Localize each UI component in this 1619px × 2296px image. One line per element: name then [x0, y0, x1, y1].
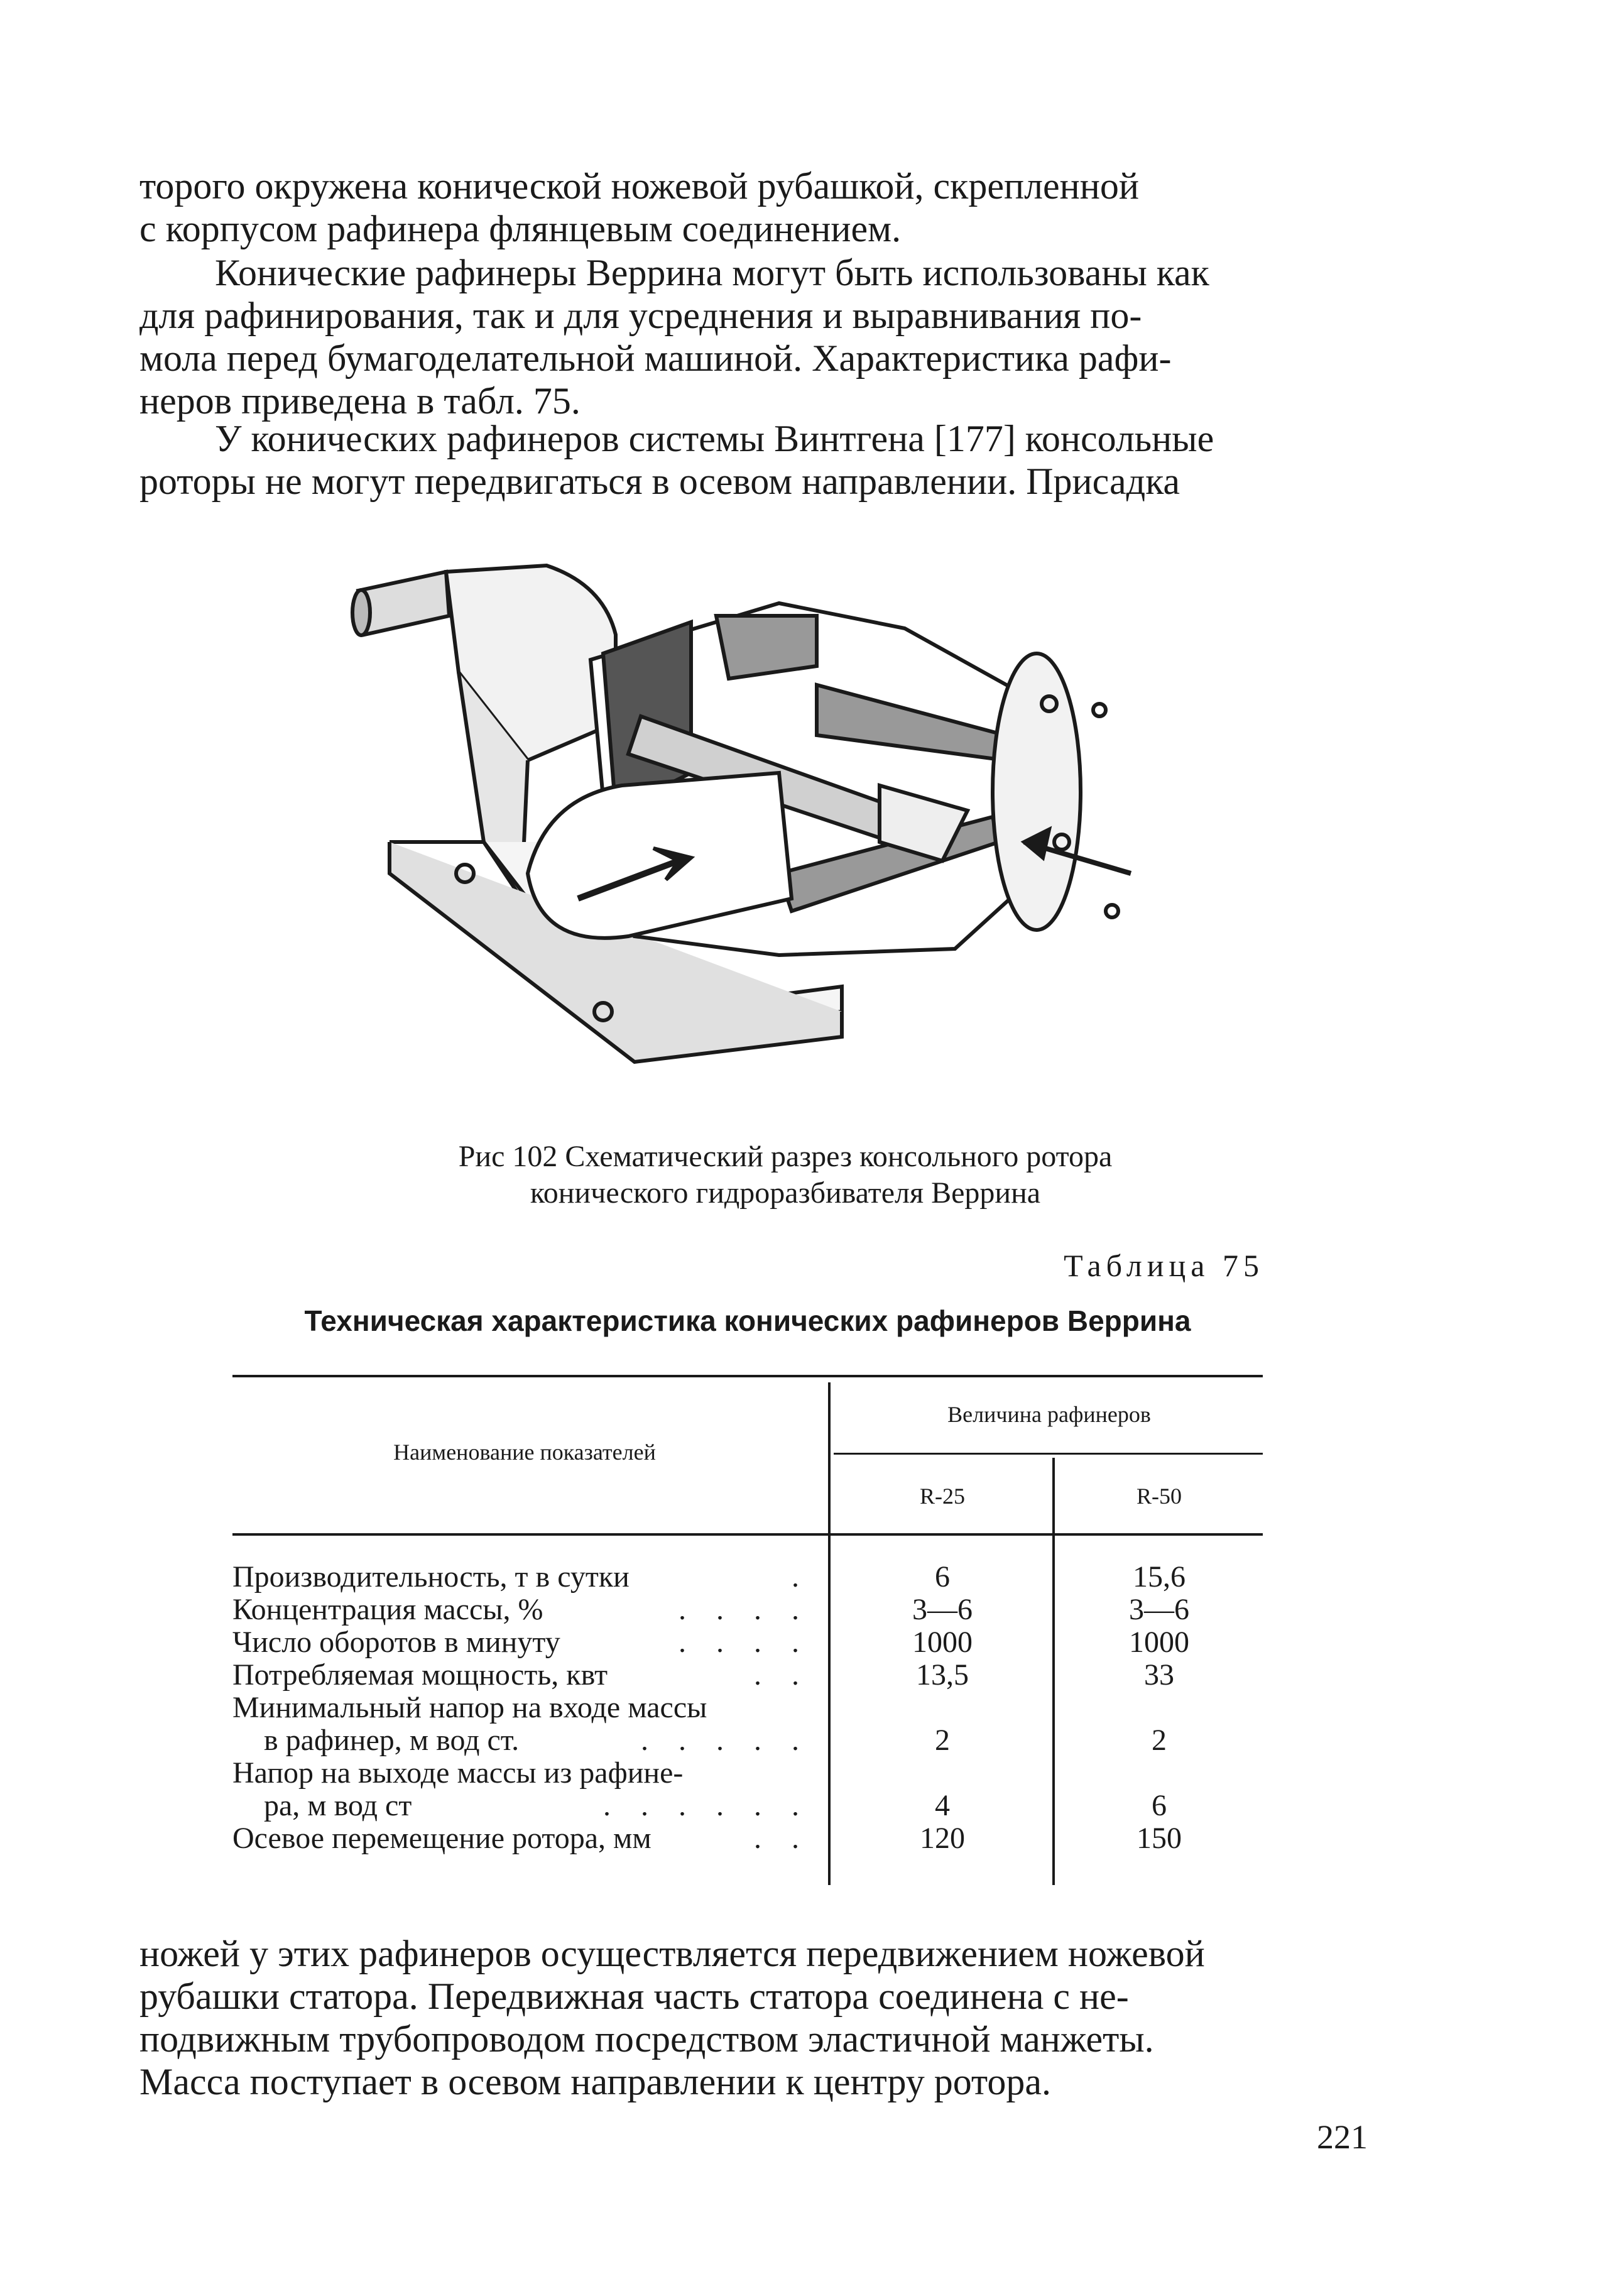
figure-caption	[314, 1139, 1256, 1211]
text-line: рубашки статора. Передвижная часть статора соединена с не-	[139, 1976, 1129, 2017]
text-line: Конические рафинеры Веррина могут быть использованы как	[215, 252, 1209, 293]
cell-r50: 150	[1137, 1822, 1182, 1855]
row-dots: . . . .	[679, 1626, 810, 1659]
text-line: мола перед бумагоделательной машиной. Характеристика рафи-	[139, 337, 1172, 379]
paragraph-4	[139, 1932, 1371, 2103]
caption-line: конического гидроразбивателя Веррина	[530, 1176, 1041, 1210]
row-label: Производительность, т в сутки	[232, 1560, 630, 1594]
row-label: Концентрация массы, %	[232, 1593, 543, 1626]
text-line: роторы не могут передвигаться в осевом направлении. Присадка	[139, 461, 1180, 502]
table-header-r25: R-25	[920, 1484, 965, 1509]
table-top-rule	[232, 1375, 1263, 1377]
row-dots: . . . .	[679, 1593, 810, 1626]
row-dots: . . . . . .	[603, 1789, 810, 1822]
row-label: Минимальный напор на входе массы	[232, 1691, 707, 1724]
text-line: для рафинирования, так и для усреднения и выравнивания по-	[139, 295, 1142, 336]
row-label: Число оборотов в минуту	[232, 1626, 560, 1659]
cell-r25: 120	[920, 1822, 965, 1855]
text-line: Масса поступает в осевом направлении к центру ротора.	[139, 2061, 1051, 2102]
text-line: У конических рафинеров системы Винтгена [177] консольные	[215, 418, 1214, 459]
paragraph-2	[139, 251, 1371, 422]
cell-r25: 4	[935, 1789, 950, 1822]
cell-r25: 1000	[912, 1626, 973, 1659]
cell-r50: 3—6	[1129, 1593, 1189, 1626]
cell-r25: 3—6	[912, 1593, 973, 1626]
table-divider-vertical	[1052, 1458, 1055, 1885]
paragraph-3	[139, 417, 1371, 503]
row-label: Осевое перемещение ротора, мм	[232, 1822, 651, 1855]
text-line: с корпусом рафинера флянцевым соединением.	[139, 208, 902, 249]
row-label: ра, м вод ст	[264, 1789, 412, 1822]
text-line: неров приведена в табл. 75.	[139, 380, 581, 422]
cell-r25: 13,5	[916, 1658, 969, 1692]
text-line: подвижным трубопроводом посредством эластичной манжеты.	[139, 2018, 1154, 2060]
cell-r50: 2	[1152, 1724, 1167, 1757]
text-line: ножей у этих рафинеров осуществляется передвижением ножевой	[139, 1933, 1205, 1974]
page-number: 221	[1317, 2118, 1368, 2156]
cell-r25: 6	[935, 1560, 950, 1594]
table-label: Таблица 75	[1064, 1248, 1264, 1283]
cell-r50: 15,6	[1133, 1560, 1186, 1594]
cell-r50: 33	[1144, 1658, 1174, 1692]
row-label: Напор на выходе массы из рафине-	[232, 1756, 684, 1790]
cell-r50: 1000	[1129, 1626, 1189, 1659]
row-dots: .	[792, 1560, 810, 1594]
cell-r25: 2	[935, 1724, 950, 1757]
table-header-name: Наименование показателей	[393, 1440, 656, 1465]
row-dots: . .	[754, 1822, 810, 1855]
row-label: в рафинер, м вод ст.	[264, 1724, 520, 1757]
table-title: Техническая характеристика конических рафинеров Веррина	[304, 1304, 1191, 1337]
refiner-cutaway-illustration	[339, 547, 1156, 1112]
table-header-r50: R-50	[1137, 1484, 1182, 1509]
paragraph-1	[139, 165, 1371, 250]
row-label: Потребляемая мощность, квт	[232, 1658, 608, 1692]
row-dots: . . . . .	[641, 1724, 810, 1757]
table-header-bottom-rule	[232, 1533, 1263, 1536]
row-dots: . .	[754, 1658, 810, 1692]
caption-line: Рис 102 Схематический разрез консольного ротора	[458, 1140, 1113, 1173]
table-divider-vertical	[828, 1382, 831, 1885]
cell-r50: 6	[1152, 1789, 1167, 1822]
text-line: торого окружена конической ножевой рубашкой, скрепленной	[139, 165, 1139, 207]
table-header-group: Величина рафинеров	[947, 1402, 1151, 1427]
table-header-split-rule	[834, 1453, 1263, 1455]
